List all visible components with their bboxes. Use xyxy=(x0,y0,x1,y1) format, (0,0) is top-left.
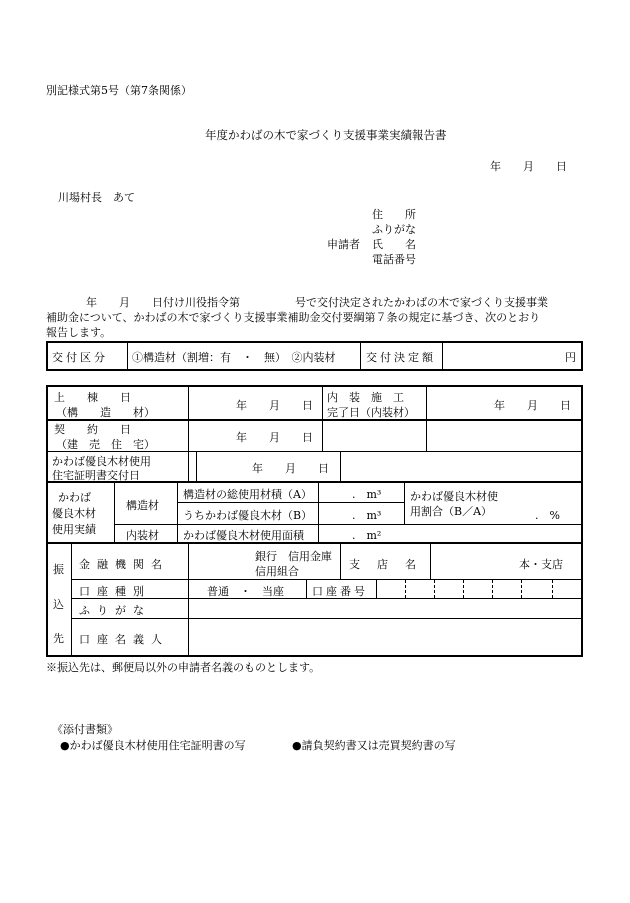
grant-category-label: 交付区分 xyxy=(52,351,108,364)
attachment-item-1: ●かわば優良木材使用住宅証明書の写 xyxy=(60,739,246,752)
bank-col-2 xyxy=(188,543,189,656)
total-volume-label: 構造材の総使用材積（A） xyxy=(183,488,312,501)
form-reference: 別記様式第5号（第7条関係） xyxy=(46,84,192,97)
grant-divider-1 xyxy=(127,342,128,370)
ratio-label-2: 用割合（B／A） xyxy=(410,505,493,518)
address-label: 住 所 xyxy=(372,208,416,221)
furigana-label: ふりがな xyxy=(372,223,416,236)
cert-label: かわば優良木材使用 xyxy=(52,455,151,468)
interior-label: 内 装 施 工 xyxy=(327,391,404,404)
bank-types-line-2: 信用組合 xyxy=(255,565,299,578)
usage-divider-2 xyxy=(177,482,178,542)
attachments-heading: 《添付書類》 xyxy=(52,723,118,736)
interior-date-value: 年 月 日 xyxy=(494,399,571,412)
interior-material-label: 内装材 xyxy=(126,529,159,542)
usage-sep-2 xyxy=(115,524,582,525)
account-type-label: 口座種別 xyxy=(79,585,151,598)
intro-line-1: 年 月 日付け川役指令第 号で交付決定されたかわばの木で家づくり支援事業 xyxy=(86,296,548,309)
applicant-label: 申請者 xyxy=(327,238,360,251)
col-divider-a xyxy=(188,386,189,481)
digit-sep-5 xyxy=(521,580,522,598)
transfer-note: ※振込先は、郵便局以外の申請者名義のものとします。 xyxy=(46,661,321,674)
ratio-label-1: かわば優良木材使 xyxy=(410,490,498,503)
grant-category-value: ①構造材（割増：有 ・ 無） ②内装材 xyxy=(132,351,336,364)
usage-label-3: 使用実績 xyxy=(52,523,96,536)
phone-label: 電話番号 xyxy=(372,253,416,266)
usage-divider-4 xyxy=(404,482,405,524)
usage-sep-1 xyxy=(178,502,404,503)
cert-sub: 住宅証明書交付日 xyxy=(52,469,140,482)
digit-sep-2 xyxy=(434,580,435,598)
col-divider-b xyxy=(322,386,323,451)
bank-col-1 xyxy=(71,543,72,656)
document-title: 年度かわばの木で家づくり支援事業実績報告書 xyxy=(205,128,447,142)
grant-divider-2 xyxy=(360,342,361,370)
framing-date-sub: （構 造 材） xyxy=(56,406,155,419)
account-holder-label: 口座名義人 xyxy=(79,633,169,646)
report-date: 年 月 日 xyxy=(490,160,567,173)
kawaba-volume-label: うちかわば優良木材（B） xyxy=(183,509,313,522)
usage-divider-3 xyxy=(318,482,319,542)
contract-date-sub: （建 売 住 宅） xyxy=(56,438,155,451)
intro-line-2: 補助金について、かわばの木で家づくり支援事業補助金交付要綱第７条の規定に基づき、次のとおり xyxy=(46,311,541,324)
attachment-item-2: ●請負契約書又は売買契約書の写 xyxy=(292,739,456,752)
intro-line-3: 報告します。 xyxy=(46,326,112,339)
kawaba-area-value: . m² xyxy=(352,529,382,542)
grant-amount-label: 交付決定額 xyxy=(366,351,436,364)
branch-suffix: 本・支店 xyxy=(519,558,563,571)
framing-date-value: 年 月 日 xyxy=(236,399,313,412)
name-label: 氏 名 xyxy=(372,238,416,251)
digit-sep-6 xyxy=(552,580,553,598)
bank-section-1: 振 xyxy=(53,563,64,576)
digit-sep-3 xyxy=(463,580,464,598)
ratio-value: . % xyxy=(535,509,560,522)
account-digits-start xyxy=(376,580,377,598)
bank-sep-1 xyxy=(72,579,582,580)
account-no-divider xyxy=(306,580,307,598)
grant-divider-3 xyxy=(442,342,443,370)
bank-branch-divider-2 xyxy=(430,543,431,579)
digit-sep-4 xyxy=(492,580,493,598)
kawaba-area-label: かわば優良木材使用面積 xyxy=(183,529,304,542)
bank-section-2: 込 xyxy=(53,598,64,611)
digit-sep-1 xyxy=(405,580,406,598)
interior-sub: 完了日（内装材） xyxy=(327,406,415,419)
contract-date-value: 年 月 日 xyxy=(236,431,313,444)
bank-section-3: 先 xyxy=(53,632,64,645)
branch-label: 支 店 名 xyxy=(349,558,419,571)
account-no-label: 口座番号 xyxy=(312,585,368,598)
contract-date-label: 契 約 日 xyxy=(54,423,131,436)
kawaba-volume-value: . m³ xyxy=(352,509,382,522)
bank-name-label: 金融機関名 xyxy=(79,558,169,571)
usage-divider-1 xyxy=(114,482,115,542)
account-type-value: 普通 ・ 当座 xyxy=(207,585,284,598)
grant-amount-unit: 円 xyxy=(565,351,576,364)
usage-label-2: 優良木材 xyxy=(52,507,96,520)
usage-label-1: かわば xyxy=(58,491,91,504)
addressee: 川場村長 あて xyxy=(58,191,135,204)
structural-label: 構造材 xyxy=(126,499,159,512)
cert-divider-1 xyxy=(196,452,197,481)
total-volume-value: . m³ xyxy=(352,488,382,501)
bank-sep-3 xyxy=(72,618,582,619)
bank-branch-divider-1 xyxy=(340,543,341,579)
cert-date-value: 年 月 日 xyxy=(252,462,329,475)
framing-date-label: 上 棟 日 xyxy=(54,391,131,404)
furigana-row-label: ふりがな xyxy=(79,604,151,617)
cert-divider-2 xyxy=(340,452,341,481)
bank-types-line-1: 銀行 信用金庫 xyxy=(255,550,332,563)
col-divider-c xyxy=(426,386,427,451)
